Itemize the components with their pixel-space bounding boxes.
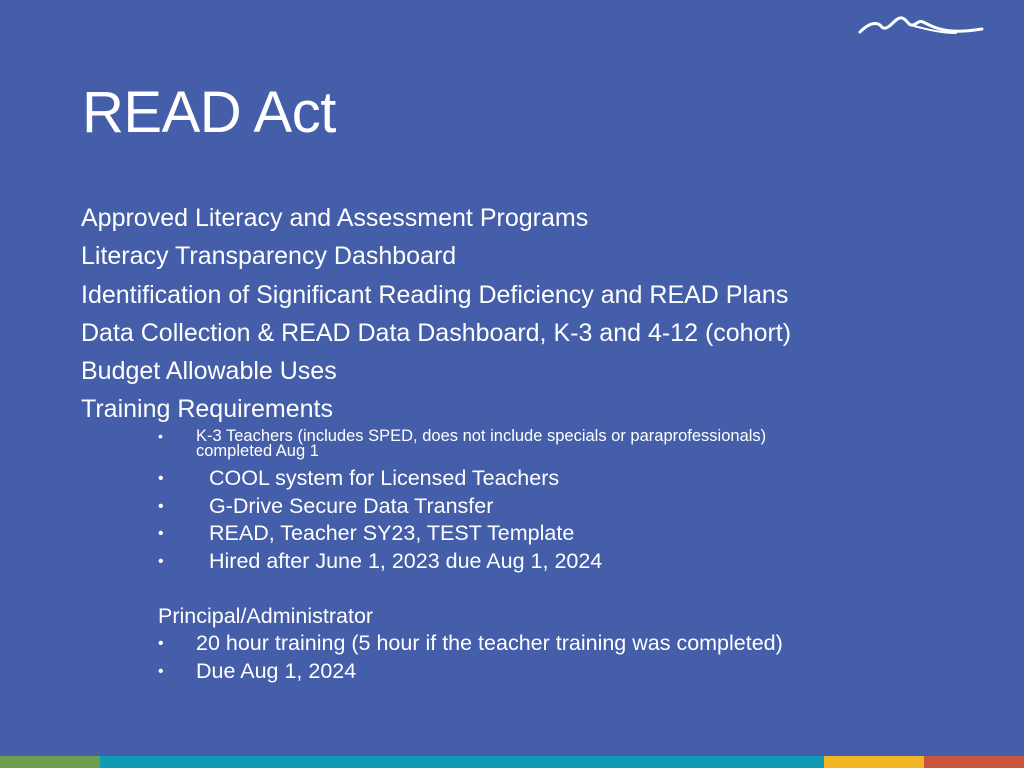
bullet-icon: • bbox=[158, 662, 164, 680]
admin-heading: Principal/Administrator bbox=[158, 604, 374, 628]
bullet-icon: • bbox=[158, 470, 164, 487]
topic-item: Training Requirements bbox=[81, 395, 333, 424]
admin-list bbox=[158, 630, 783, 685]
footer-segment-green bbox=[0, 756, 100, 768]
topic-item: Budget Allowable Uses bbox=[81, 357, 337, 386]
admin-bullet bbox=[158, 658, 783, 686]
topic-list bbox=[81, 199, 791, 429]
topic-item: Identification of Significant Reading Deficiency and READ Plans bbox=[81, 280, 789, 309]
bullet-icon: • bbox=[158, 525, 164, 542]
training-sub-text: G-Drive Secure Data Transfer bbox=[209, 493, 494, 518]
footer-segment-teal bbox=[100, 756, 824, 768]
training-k3-bullet bbox=[158, 429, 766, 459]
admin-bullet-text: Due Aug 1, 2024 bbox=[196, 658, 357, 683]
bullet-icon: • bbox=[158, 497, 164, 515]
training-sub-bullet bbox=[158, 548, 602, 576]
footer-color-bar bbox=[0, 756, 1024, 768]
training-sub-bullet bbox=[158, 493, 602, 521]
training-sub-bullet bbox=[158, 520, 602, 548]
admin-bullet-text: 20 hour training (5 hour if the teacher training was completed) bbox=[196, 631, 783, 655]
k3-line-1: K-3 Teachers (includes SPED, does not include specials or paraprofessionals) bbox=[196, 427, 767, 445]
bullet-icon: • bbox=[158, 428, 163, 444]
training-k3-list bbox=[158, 429, 766, 459]
admin-bullet bbox=[158, 630, 783, 658]
slide-title: READ Act bbox=[82, 80, 336, 145]
topic-item: Literacy Transparency Dashboard bbox=[81, 242, 457, 271]
footer-segment-yellow bbox=[824, 756, 924, 768]
mountain-logo-icon bbox=[856, 14, 986, 40]
training-sub-bullet bbox=[158, 465, 602, 493]
k3-line-2: completed Aug 1 bbox=[196, 442, 319, 460]
training-sub-text: COOL system for Licensed Teachers bbox=[209, 466, 560, 490]
bullet-icon: • bbox=[158, 552, 164, 570]
topic-item: Approved Literacy and Assessment Programs bbox=[81, 204, 589, 232]
training-sub-text: Hired after June 1, 2023 due Aug 1, 2024 bbox=[209, 548, 603, 573]
topic-item: Data Collection & READ Data Dashboard, K-3 and 4-12 (cohort) bbox=[81, 318, 792, 347]
bullet-icon: • bbox=[158, 635, 164, 652]
training-sub-list bbox=[158, 465, 602, 575]
training-sub-text: READ, Teacher SY23, TEST Template bbox=[209, 521, 575, 545]
footer-segment-red bbox=[924, 756, 1024, 768]
